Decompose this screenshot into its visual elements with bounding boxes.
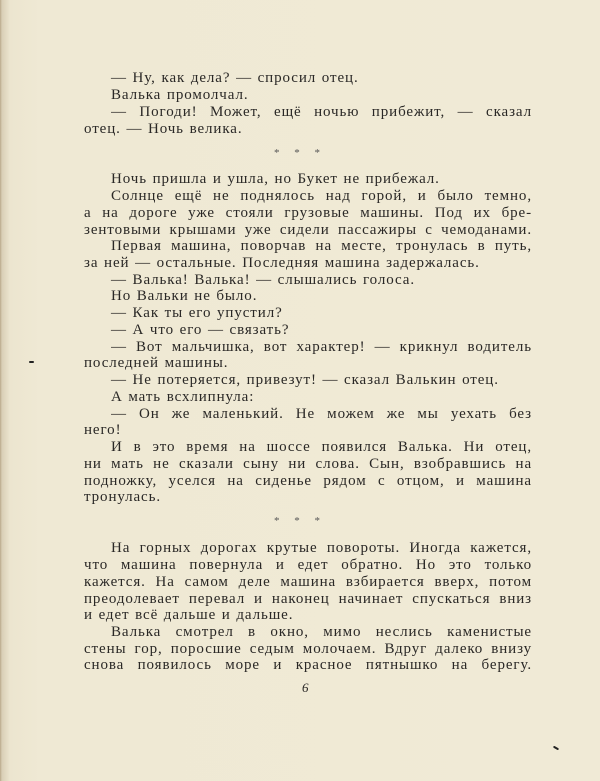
page-number: 6 <box>302 680 309 695</box>
text-line: Валька смотрел в окно, мимо неслись каменистые <box>111 624 532 640</box>
text-line: — А что его — связать? <box>111 322 290 338</box>
section-separator: * * * <box>274 515 326 527</box>
text-line: Первая машина, поворчав на месте, тронулась в путь, <box>111 238 532 254</box>
ink-speck <box>29 361 34 363</box>
text-line: последней машины. <box>84 355 229 371</box>
text-line: что машина повернула и едет обратно. Но это только <box>84 557 532 573</box>
text-line: Но Вальки не было. <box>111 288 258 304</box>
text-line: подножку, уселся на сиденье рядом с отцом, и машина <box>84 473 532 489</box>
text-line: А мать всхлипнула: <box>111 389 255 405</box>
text-line: — Он же маленький. Не можем же мы уехать без <box>111 406 532 422</box>
text-line: за ней — остальные. Последняя машина задержалась. <box>84 255 480 271</box>
text-line: а на дороге уже стояли грузовые машины. Под их бре- <box>84 205 532 221</box>
text-line: — Погоди! Может, ещё ночью прибежит, — сказал <box>111 104 532 120</box>
text-line: и едет всё дальше и дальше. <box>84 607 294 623</box>
text-line: ни мать не сказали сыну ни слова. Сын, взобравшись на <box>84 456 532 472</box>
text-line: И в это время на шоссе появился Валька. Ни отец, <box>111 439 532 455</box>
text-line: снова появилось море и красное пятнышко на берегу. <box>84 657 532 673</box>
text-line: — Вот мальчишка, вот характер! — крикнул водитель <box>111 339 532 355</box>
text-line: — Не потеряется, привезут! — сказал Валькин отец. <box>111 372 499 388</box>
text-line: — Ну, как дела? — спросил отец. <box>111 70 359 86</box>
text-line: него! <box>84 422 122 438</box>
text-line: — Как ты его упустил? <box>111 305 283 321</box>
text-line: зентовыми крышами уже сидели пассажиры с чемоданами. <box>84 222 532 238</box>
text-line: отец. — Ночь велика. <box>84 121 243 137</box>
text-line: — Валька! Валька! — слышались голоса. <box>111 272 415 288</box>
text-line: Валька промолчал. <box>111 87 249 103</box>
text-line: Ночь пришла и ушла, но Букет не прибежал. <box>111 171 440 187</box>
text-line: кажется. На самом деле машина взбирается вверх, потом <box>84 574 532 590</box>
text-line: стены гор, поросшие седым молочаем. Вдруг далеко внизу <box>84 641 532 657</box>
text-line: Солнце ещё не поднялось над горой, и было темно, <box>111 188 532 204</box>
text-line: На горных дорогах крутые повороты. Иногда кажется, <box>111 540 532 556</box>
section-separator: * * * <box>274 147 326 159</box>
text-line: преодолевает перевал и наконец начинает спускаться вниз <box>84 591 532 607</box>
text-line: тронулась. <box>84 489 161 505</box>
ink-speck <box>553 746 559 751</box>
